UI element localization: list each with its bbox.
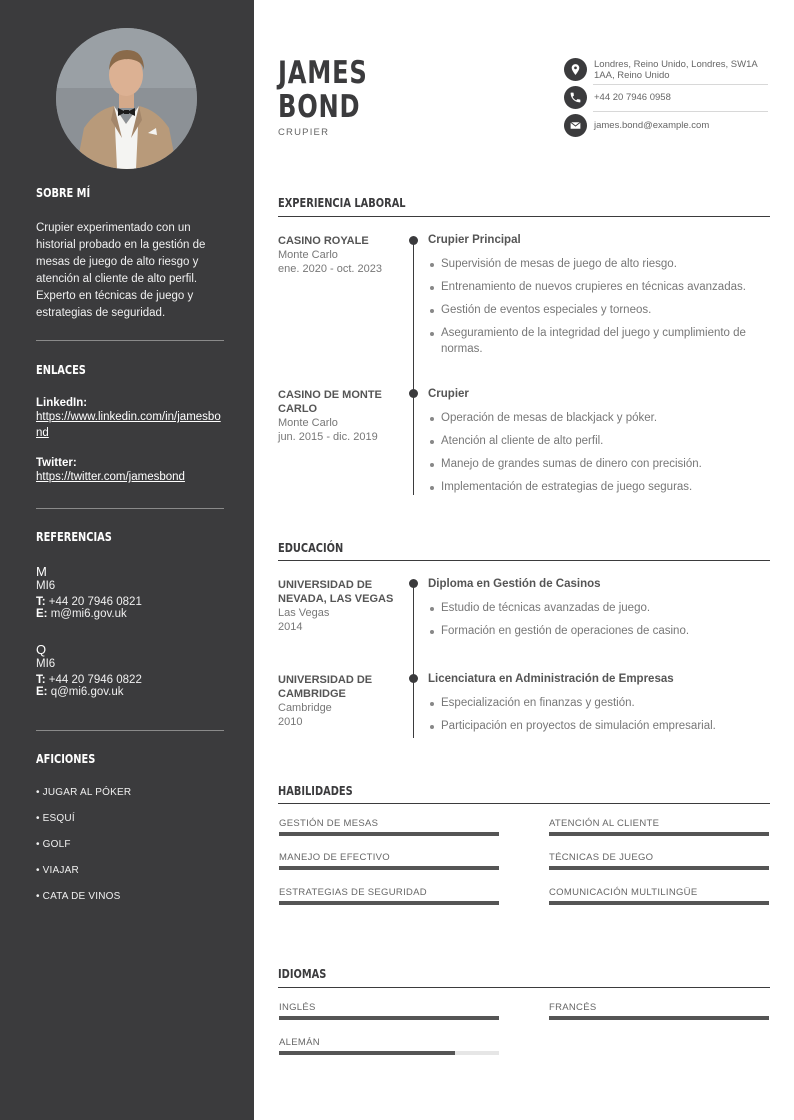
experience-entry-meta <box>278 234 396 276</box>
sidebar <box>0 0 254 1120</box>
skill-bar-track <box>279 866 499 870</box>
bullet-item: Atención al cliente de alto perfil. <box>428 434 768 450</box>
portrait-image <box>56 28 197 169</box>
skill-bar-fill <box>279 832 499 836</box>
timeline-dot <box>409 674 418 683</box>
skill-item <box>279 852 499 870</box>
graduation-year: 2014 <box>278 621 303 633</box>
bullet-item: Entrenamiento de nuevos crupieres en técnicas avanzadas. <box>428 280 768 296</box>
hobby-item: • JUGAR AL PÓKER <box>36 787 132 798</box>
skill-bar-fill <box>279 901 499 905</box>
skill-bar-track <box>549 901 769 905</box>
employment-dates: jun. 2015 - dic. 2019 <box>278 431 378 443</box>
bullet-item: Operación de mesas de blackjack y póker. <box>428 411 768 427</box>
language-bar-fill <box>279 1016 499 1020</box>
about-section <box>36 186 224 200</box>
divider <box>36 730 224 731</box>
twitter-link[interactable]: https://twitter.com/jamesbond <box>36 471 185 483</box>
references-heading: REFERENCIAS <box>36 530 112 544</box>
divider <box>36 340 224 341</box>
profile-photo <box>56 28 197 169</box>
hobbies-section <box>36 752 224 766</box>
skill-label: GESTIÓN DE MESAS <box>279 818 379 829</box>
reference-item <box>36 642 224 698</box>
language-bar-fill <box>279 1051 455 1055</box>
education-bullets <box>428 601 768 647</box>
phone-icon <box>564 86 587 109</box>
bullet-item: Aseguramiento de la integridad del juego y cumplimiento de normas. <box>428 326 768 357</box>
skill-label: TÉCNICAS DE JUEGO <box>549 852 654 863</box>
reference-email: E: q@mi6.gov.uk <box>36 686 124 698</box>
links-section <box>36 363 224 377</box>
timeline-dot <box>409 389 418 398</box>
about-heading: SOBRE MÍ <box>36 186 91 200</box>
institution-name: UNIVERSIDAD DE NEVADA, LAS VEGAS <box>278 579 394 605</box>
timeline-dot <box>409 579 418 588</box>
language-bar-fill <box>549 1016 769 1020</box>
about-text: Crupier experimentado con un historial probado en la gestión de mesas de juego de alto riesgo y atención al cliente de alto perfil. Experto en técnicas de juego y estrategias de seguridad. <box>36 222 206 319</box>
education-heading: EDUCACIÓN <box>278 541 344 555</box>
skill-label: MANEJO DE EFECTIVO <box>279 852 390 863</box>
skill-item <box>279 818 499 836</box>
language-bar-track <box>279 1051 499 1055</box>
reference-email: E: m@mi6.gov.uk <box>36 608 127 620</box>
language-bar-track <box>279 1016 499 1020</box>
skill-label: COMUNICACIÓN MULTILINGÜE <box>549 887 698 898</box>
twitter-label: Twitter: <box>36 457 77 469</box>
skill-bar-fill <box>279 866 499 870</box>
section-rule <box>278 216 770 217</box>
bullet-item: Estudio de técnicas avanzadas de juego. <box>428 601 768 617</box>
hobby-item: • VIAJAR <box>36 865 79 876</box>
reference-org: MI6 <box>36 658 56 670</box>
contact-phone <box>564 86 768 109</box>
skill-item <box>549 818 769 836</box>
experience-heading: EXPERIENCIA LABORAL <box>278 196 406 210</box>
full-name <box>278 56 368 124</box>
divider <box>36 508 224 509</box>
hobby-item: • CATA DE VINOS <box>36 891 121 902</box>
institution-location: Las Vegas <box>278 607 330 619</box>
skill-label: ESTRATEGIAS DE SEGURIDAD <box>279 887 427 898</box>
experience-bullets <box>428 411 768 503</box>
phone-text: +44 20 7946 0958 <box>594 92 671 103</box>
hobbies-heading: AFICIONES <box>36 752 96 766</box>
reference-name: Q <box>36 642 47 657</box>
bullet-item: Participación en proyectos de simulación empresarial. <box>428 719 768 735</box>
experience-timeline <box>413 240 414 495</box>
employer-name: CASINO DE MONTE CARLO <box>278 389 382 415</box>
contact-divider <box>593 111 768 112</box>
first-name: JAMES <box>278 55 368 91</box>
institution-name: UNIVERSIDAD DE CAMBRIDGE <box>278 674 373 700</box>
skill-bar-track <box>549 866 769 870</box>
job-title: CRUPIER <box>278 127 330 138</box>
skill-item <box>549 852 769 870</box>
bullet-item: Gestión de eventos especiales y torneos. <box>428 303 768 319</box>
reference-name: M <box>36 564 47 579</box>
language-label: INGLÉS <box>279 1002 316 1013</box>
links-heading: ENLACES <box>36 363 86 377</box>
skill-bar-track <box>279 832 499 836</box>
language-bar-track <box>549 1016 769 1020</box>
job-role: Crupier <box>428 388 469 400</box>
link-linkedin <box>36 397 224 441</box>
language-label: FRANCÉS <box>549 1002 597 1013</box>
reference-phone: T: +44 20 7946 0822 <box>36 674 142 686</box>
section-rule <box>278 803 770 804</box>
languages-heading: IDIOMAS <box>278 967 327 981</box>
employment-dates: ene. 2020 - oct. 2023 <box>278 263 382 275</box>
hobby-item: • GOLF <box>36 839 71 850</box>
education-timeline <box>413 584 414 738</box>
reference-phone: T: +44 20 7946 0821 <box>36 596 142 608</box>
bullet-item: Manejo de grandes sumas de dinero con precisión. <box>428 457 768 473</box>
skills-heading: HABILIDADES <box>278 784 353 798</box>
language-item <box>279 1002 499 1020</box>
bullet-item: Implementación de estrategias de juego seguras. <box>428 480 768 496</box>
section-rule <box>278 987 770 988</box>
skill-bar-track <box>549 832 769 836</box>
linkedin-link[interactable]: https://www.linkedin.com/in/jamesbond <box>36 411 221 439</box>
email-text[interactable]: james.bond@example.com <box>594 120 710 131</box>
education-entry-meta <box>278 673 396 729</box>
address-text: Londres, Reino Unido, Londres, SW1A 1AA, Reino Unido <box>594 58 758 81</box>
employer-location: Monte Carlo <box>278 249 338 261</box>
job-role: Crupier Principal <box>428 234 521 246</box>
contact-divider <box>593 84 768 85</box>
link-twitter <box>36 457 224 485</box>
skill-item <box>549 887 769 905</box>
degree-name: Licenciatura en Administración de Empresas <box>428 673 674 685</box>
skill-label: ATENCIÓN AL CLIENTE <box>549 818 660 829</box>
bullet-item: Supervisión de mesas de juego de alto riesgo. <box>428 257 768 273</box>
reference-item <box>36 564 224 620</box>
education-entry-meta <box>278 578 396 634</box>
degree-name: Diploma en Gestión de Casinos <box>428 578 601 590</box>
skill-bar-track <box>279 901 499 905</box>
references-section <box>36 530 224 544</box>
experience-entry-meta <box>278 388 396 444</box>
experience-bullets <box>428 257 768 365</box>
section-rule <box>278 560 770 561</box>
hobby-item: • ESQUÍ <box>36 813 75 824</box>
skill-item <box>279 887 499 905</box>
timeline-dot <box>409 236 418 245</box>
language-item <box>279 1037 499 1055</box>
envelope-icon <box>564 114 587 137</box>
contact-address <box>564 58 768 81</box>
skill-bar-fill <box>549 901 769 905</box>
graduation-year: 2010 <box>278 716 303 728</box>
bullet-item: Especialización en finanzas y gestión. <box>428 696 768 712</box>
employer-location: Monte Carlo <box>278 417 338 429</box>
linkedin-label: LinkedIn: <box>36 397 88 409</box>
bullet-item: Formación en gestión de operaciones de casino. <box>428 624 768 640</box>
reference-org: MI6 <box>36 580 56 592</box>
skill-bar-fill <box>549 832 769 836</box>
language-item <box>549 1002 769 1020</box>
institution-location: Cambridge <box>278 702 332 714</box>
contact-email <box>564 114 768 137</box>
language-label: ALEMÁN <box>279 1037 320 1048</box>
location-pin-icon <box>564 58 587 81</box>
education-bullets <box>428 696 768 742</box>
last-name: BOND <box>278 89 361 125</box>
skill-bar-fill <box>549 866 769 870</box>
employer-name: CASINO ROYALE <box>278 235 369 247</box>
